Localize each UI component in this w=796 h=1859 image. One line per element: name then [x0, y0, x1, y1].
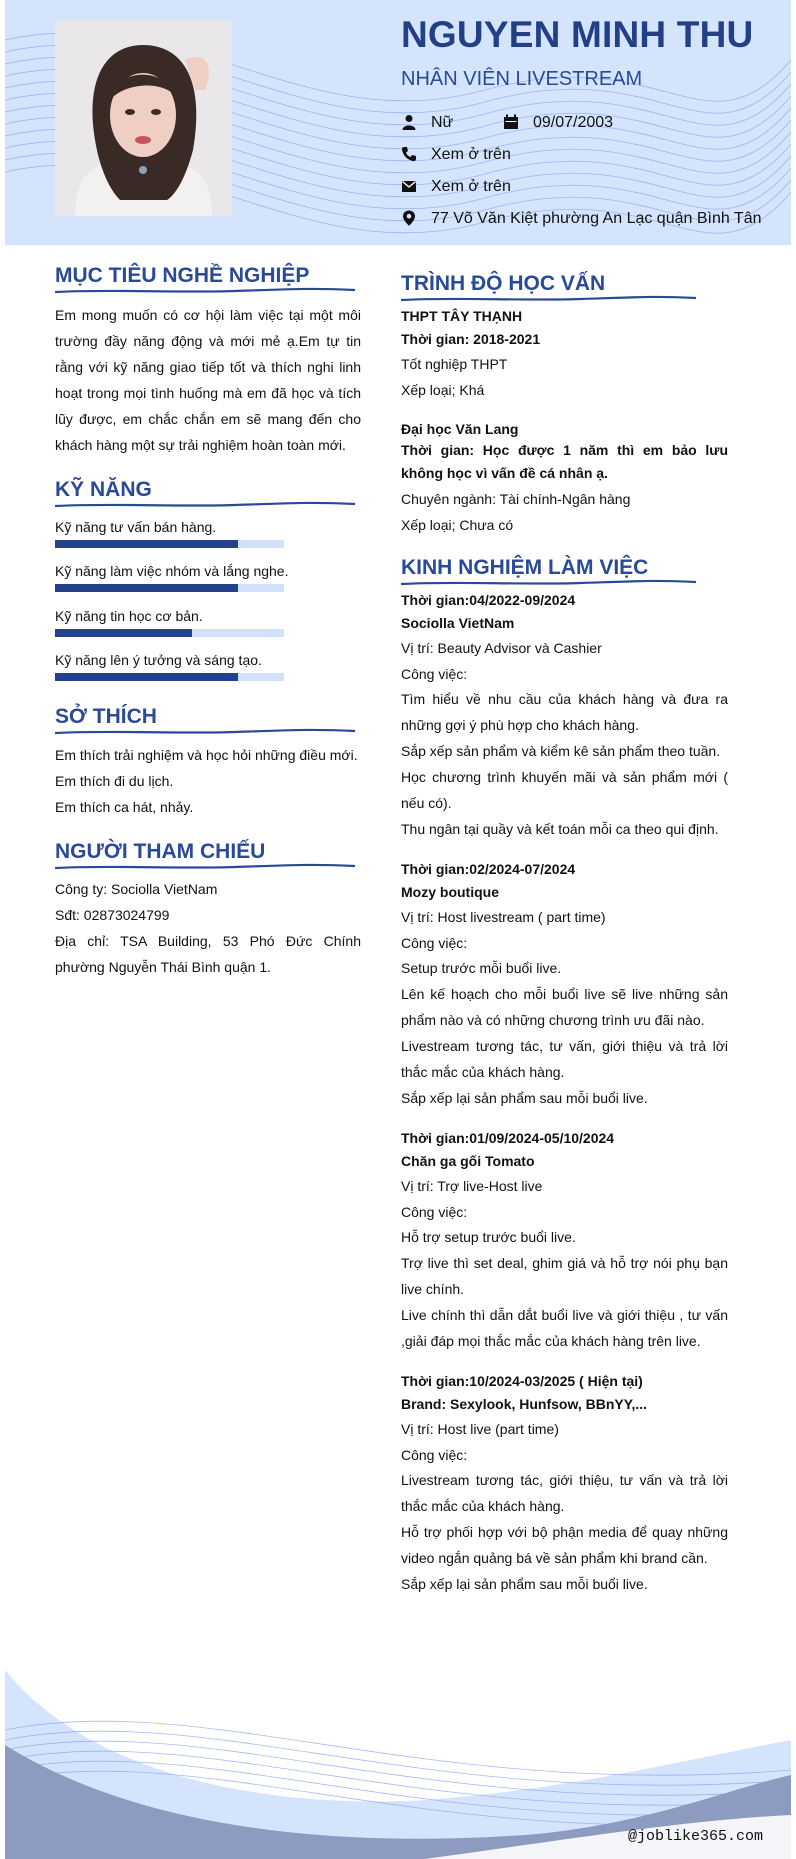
references-underline: [55, 863, 355, 871]
job-tasks-label: Công việc:: [401, 1204, 468, 1220]
location-pin-icon: [401, 210, 417, 226]
hobbies-underline: [55, 728, 355, 736]
skill-bar-fill: [55, 584, 238, 592]
calendar-icon: [503, 114, 519, 130]
job-task: Tìm hiểu về nhu cầu của khách hàng và đưa ra những gợi ý phù hợp cho khách hàng.: [401, 691, 728, 733]
watermark: @joblike365.com: [627, 1828, 763, 1845]
job-task: Sắp xếp lại sản phẩm sau mỗi buổi live.: [401, 1090, 648, 1106]
email-value: Xem ở trên: [431, 178, 511, 195]
hobby-item: Em thích trải nghiệm và học hỏi những điều mới.: [55, 747, 358, 763]
objective-underline: [55, 287, 355, 295]
education-title: TRÌNH ĐỘ HỌC VẤN: [401, 272, 606, 295]
school-time: Thời gian: Học được 1 năm thì em bảo lưu không học vì vấn đề cá nhân ạ.: [401, 442, 728, 481]
job-task: Livestream tương tác, giới thiệu, tư vấn và trả lời thắc mắc của khách hàng.: [401, 1472, 728, 1514]
experience-title: KINH NGHIỆM LÀM VIỆC: [401, 556, 649, 579]
job-company: Chăn ga gối Tomato: [401, 1153, 535, 1169]
job-position: Vị trí: Beauty Advisor và Cashier: [401, 640, 602, 656]
reference-address: Địa chỉ: TSA Building, 53 Phó Đức Chính phường Nguyễn Thái Bình quận 1.: [55, 933, 361, 975]
job-task: Live chính thì dẫn dắt buổi live và giới thiệu , tư vấn ,giải đáp mọi thắc mắc của khách hàng trên live.: [401, 1307, 728, 1349]
job-time: Thời gian:01/09/2024-05/10/2024: [401, 1130, 615, 1146]
skill-bar: [55, 673, 284, 681]
address-value: 77 Võ Văn Kiệt phường An Lạc quận Bình Tân: [431, 210, 762, 227]
experience-underline: [401, 579, 696, 587]
job-task: Lên kế hoạch cho mỗi buổi live sẽ live những sản phẩm nào và có những chương trình ưu đãi nào.: [401, 986, 728, 1028]
reference-phone: Sđt: 02873024799: [55, 907, 170, 923]
skill-bar-fill: [55, 673, 238, 681]
gender-value: Nữ: [431, 114, 454, 131]
job-time: Thời gian:02/2024-07/2024: [401, 861, 576, 877]
job-time: Thời gian:04/2022-09/2024: [401, 592, 576, 608]
phone-icon: [401, 146, 417, 162]
skill-label: Kỹ năng tin học cơ bản.: [55, 608, 203, 624]
job-task: Sắp xếp lại sản phẩm sau mỗi buổi live.: [401, 1576, 648, 1592]
job-company: Mozy boutique: [401, 884, 499, 900]
job-tasks-label: Công việc:: [401, 1447, 468, 1463]
skills-title: KỸ NĂNG: [55, 478, 152, 501]
skill-label: Kỹ năng tư vấn bán hàng.: [55, 519, 217, 535]
school-detail: Xếp loại; Chưa có: [401, 517, 514, 533]
envelope-icon: [401, 178, 417, 194]
cv-header: [5, 0, 791, 245]
job-time: Thời gian:10/2024-03/2025 ( Hiện tại): [401, 1373, 643, 1389]
hobby-item: Em thích đi du lịch.: [55, 773, 174, 789]
job-company: Sociolla VietNam: [401, 615, 515, 631]
job-task: Hỗ trợ setup trước buổi live.: [401, 1229, 576, 1245]
skill-label: Kỹ năng lên ý tưởng và sáng tạo.: [55, 652, 262, 668]
skill-label: Kỹ năng làm việc nhóm và lắng nghe.: [55, 563, 289, 579]
job-tasks-label: Công việc:: [401, 935, 468, 951]
candidate-name: NGUYEN MINH THU: [401, 14, 754, 55]
birthdate-value: 09/07/2003: [533, 114, 614, 131]
job-position: Vị trí: Host livestream ( part time): [401, 909, 606, 925]
cv-page: [5, 0, 791, 1859]
education-underline: [401, 295, 696, 303]
skill-bar-fill: [55, 540, 238, 548]
job-tasks-label: Công việc:: [401, 666, 468, 682]
school-detail: Xếp loại; Khá: [401, 382, 485, 398]
skill-bar: [55, 540, 284, 548]
objective-title: MỤC TIÊU NGHỀ NGHIỆP: [55, 264, 310, 287]
school-time: Thời gian: 2018-2021: [401, 331, 541, 347]
skill-bar: [55, 584, 284, 592]
job-position: Vị trí: Trợ live-Host live: [401, 1178, 543, 1194]
profile-photo: [55, 20, 232, 216]
skill-bar-fill: [55, 629, 192, 637]
phone-value: Xem ở trên: [431, 146, 511, 163]
job-task: Thu ngân tại quầy và kết toán mỗi ca theo qui định.: [401, 821, 719, 837]
school-detail: Chuyên ngành: Tài chính-Ngân hàng: [401, 491, 631, 507]
job-task: Hỗ trợ phối hợp với bộ phận media để quay những video ngắn quảng bá về sản phẩm khi brand cần.: [401, 1524, 728, 1566]
job-task: Học chương trình khuyến mãi và sản phẩm mới ( nếu có).: [401, 769, 728, 811]
hobby-item: Em thích ca hát, nhảy.: [55, 799, 194, 815]
reference-company: Công ty: Sociolla VietNam: [55, 881, 218, 897]
school-name: THPT TÂY THẠNH: [401, 308, 523, 324]
job-title: NHÂN VIÊN LIVESTREAM: [401, 68, 643, 90]
references-title: NGƯỜI THAM CHIẾU: [55, 840, 266, 863]
skills-underline: [55, 501, 355, 509]
school-name: Đại học Văn Lang: [401, 421, 519, 437]
person-icon: [401, 114, 417, 130]
job-position: Vị trí: Host live (part time): [401, 1421, 559, 1437]
job-company: Brand: Sexylook, Hunfsow, BBnYY,...: [401, 1396, 648, 1412]
objective-text: Em mong muốn có cơ hội làm việc tại một môi trường đầy năng động và mới mẻ ạ.Em tự tin rằng với kỹ năng giao tiếp tốt và thích nghi linh hoạt trong mọi tình huống mà em đã học và tích lũy được, em chắc chắn em sẽ mang đến cho khách hàng một sự trải nghiệm hoàn toàn mới.: [55, 307, 361, 453]
job-task: Livestream tương tác, tư vấn, giới thiệu và trả lời thắc mắc của khách hàng.: [401, 1038, 728, 1080]
school-detail: Tốt nghiệp THPT: [401, 356, 508, 372]
job-task: Sắp xếp sản phẩm và kiểm kê sản phẩm theo tuần.: [401, 743, 721, 759]
skill-bar: [55, 629, 284, 637]
job-task: Setup trước mỗi buổi live.: [401, 960, 562, 976]
hobbies-title: SỞ THÍCH: [55, 705, 157, 728]
job-task: Trợ live thì set deal, ghim giá và hỗ trợ nói phụ bạn live chính.: [401, 1255, 728, 1297]
